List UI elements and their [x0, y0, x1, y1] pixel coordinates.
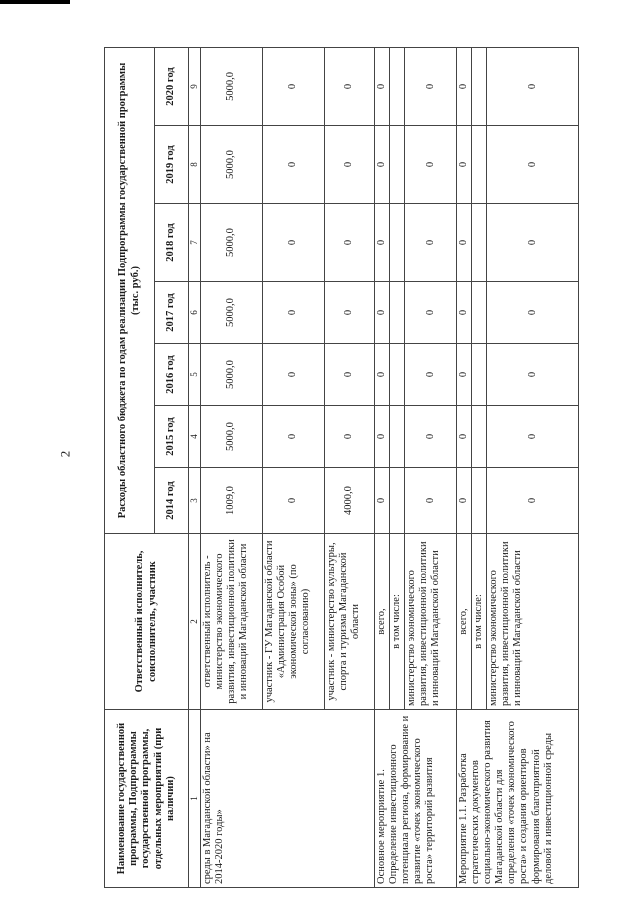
header-expenses: Расходы областного бюджета по годам реализации Подпрограммы государственной программы (тыс. руб.): [105, 47, 155, 533]
value-cell: 0: [457, 126, 472, 204]
row-responsible: всего,: [375, 534, 390, 710]
value-cell: [390, 204, 405, 282]
row-responsible: министерство экономического развития, инвестиционной политики и инноваций Магаданской области: [487, 534, 579, 710]
value-cell: 0: [487, 126, 579, 204]
value-cell: 5000,0: [201, 47, 263, 125]
row-responsible: ответственный исполнитель - министерство экономического развития, инвестиционной политики и инноваций Магаданской области: [201, 534, 263, 710]
row-responsible: в том числе:: [390, 534, 405, 710]
value-cell: 0: [263, 47, 325, 125]
value-cell: 0: [375, 468, 390, 534]
value-cell: 0: [487, 406, 579, 468]
value-cell: 0: [325, 406, 375, 468]
value-cell: [472, 126, 487, 204]
value-cell: 5000,0: [201, 406, 263, 468]
header-name: Наименование государственной программы, Подпрограммы государственной программы, отдельных мероприятий (при наличии): [105, 710, 189, 888]
value-cell: 0: [405, 406, 457, 468]
value-cell: 1009,0: [201, 468, 263, 534]
value-cell: 0: [405, 204, 457, 282]
value-cell: 0: [487, 47, 579, 125]
value-cell: [472, 282, 487, 344]
value-cell: 0: [457, 406, 472, 468]
header-responsible: Ответственный исполнитель, соисполнитель, участник: [105, 534, 189, 710]
row-responsible: участник - ГУ Магаданской области «Администрация Особой экономической зоны» (по согласованию): [263, 534, 325, 710]
value-cell: 0: [325, 204, 375, 282]
row-responsible: участник - министерство культуры, спорта и туризма Магаданской области: [325, 534, 375, 710]
row-responsible: всего,: [457, 534, 472, 710]
value-cell: 0: [263, 468, 325, 534]
value-cell: 0: [325, 344, 375, 406]
value-cell: 0: [405, 468, 457, 534]
value-cell: [390, 47, 405, 125]
value-cell: 0: [405, 126, 457, 204]
value-cell: 0: [487, 204, 579, 282]
value-cell: 5000,0: [201, 126, 263, 204]
row-responsible: министерство экономического развития, инвестиционной политики и инноваций Магаданской области: [405, 534, 457, 710]
value-cell: 0: [405, 282, 457, 344]
rotated-table-container: [104, 48, 632, 888]
value-cell: 0: [325, 282, 375, 344]
page-number: 2: [57, 450, 73, 458]
header-year: 2020 год: [155, 47, 189, 125]
value-cell: 0: [375, 204, 390, 282]
value-cell: 5000,0: [201, 282, 263, 344]
column-index: 7: [189, 204, 201, 282]
header-year: 2014 год: [155, 468, 189, 534]
column-index: 1: [189, 710, 201, 888]
header-year: 2017 год: [155, 282, 189, 344]
value-cell: 0: [487, 468, 579, 534]
value-cell: [472, 344, 487, 406]
row-name: Основное мероприятие 1. Определение инвестиционного потенциала региона, формирование и развитие «точек экономического роста» территорий развития: [375, 710, 457, 888]
value-cell: 0: [375, 126, 390, 204]
value-cell: 0: [457, 204, 472, 282]
value-cell: [390, 468, 405, 534]
value-cell: [390, 406, 405, 468]
value-cell: [472, 47, 487, 125]
value-cell: 0: [457, 344, 472, 406]
value-cell: 0: [457, 282, 472, 344]
column-index: 9: [189, 47, 201, 125]
value-cell: [472, 406, 487, 468]
value-cell: 0: [263, 126, 325, 204]
column-index: 8: [189, 126, 201, 204]
value-cell: 0: [457, 47, 472, 125]
value-cell: 5000,0: [201, 204, 263, 282]
value-cell: 0: [487, 344, 579, 406]
top-rule: [0, 0, 70, 4]
expenses-table: [104, 47, 579, 888]
header-year: 2018 год: [155, 204, 189, 282]
value-cell: 0: [325, 47, 375, 125]
value-cell: 0: [263, 406, 325, 468]
header-year: 2016 год: [155, 344, 189, 406]
column-index: 4: [189, 406, 201, 468]
value-cell: 0: [375, 344, 390, 406]
value-cell: 0: [263, 204, 325, 282]
value-cell: 0: [405, 344, 457, 406]
row-name: Мероприятие 1.1. Разработка стратегических документов социально-экономического развития Магаданской области для определения «точек экономического роста» и создания ориентиров формирования благоприятной деловой и инвестиционной среды: [457, 710, 579, 888]
value-cell: 0: [375, 47, 390, 125]
row-name: среды в Магаданской области» на 2014-2020 годы»: [201, 710, 375, 888]
value-cell: [390, 282, 405, 344]
header-year: 2019 год: [155, 126, 189, 204]
table-row: [201, 47, 263, 887]
value-cell: [390, 344, 405, 406]
value-cell: [390, 126, 405, 204]
row-responsible: в том числе:: [472, 534, 487, 710]
column-index: 6: [189, 282, 201, 344]
value-cell: 4000,0: [325, 468, 375, 534]
value-cell: [472, 468, 487, 534]
value-cell: 0: [263, 344, 325, 406]
column-index: 3: [189, 468, 201, 534]
value-cell: [472, 204, 487, 282]
value-cell: 0: [405, 47, 457, 125]
value-cell: 0: [457, 468, 472, 534]
value-cell: 5000,0: [201, 344, 263, 406]
value-cell: 0: [487, 282, 579, 344]
table-row: [375, 47, 390, 887]
table-row: [457, 47, 472, 887]
value-cell: 0: [375, 282, 390, 344]
value-cell: 0: [263, 282, 325, 344]
column-index: 2: [189, 534, 201, 710]
header-year: 2015 год: [155, 406, 189, 468]
column-index: 5: [189, 344, 201, 406]
value-cell: 0: [325, 126, 375, 204]
value-cell: 0: [375, 406, 390, 468]
